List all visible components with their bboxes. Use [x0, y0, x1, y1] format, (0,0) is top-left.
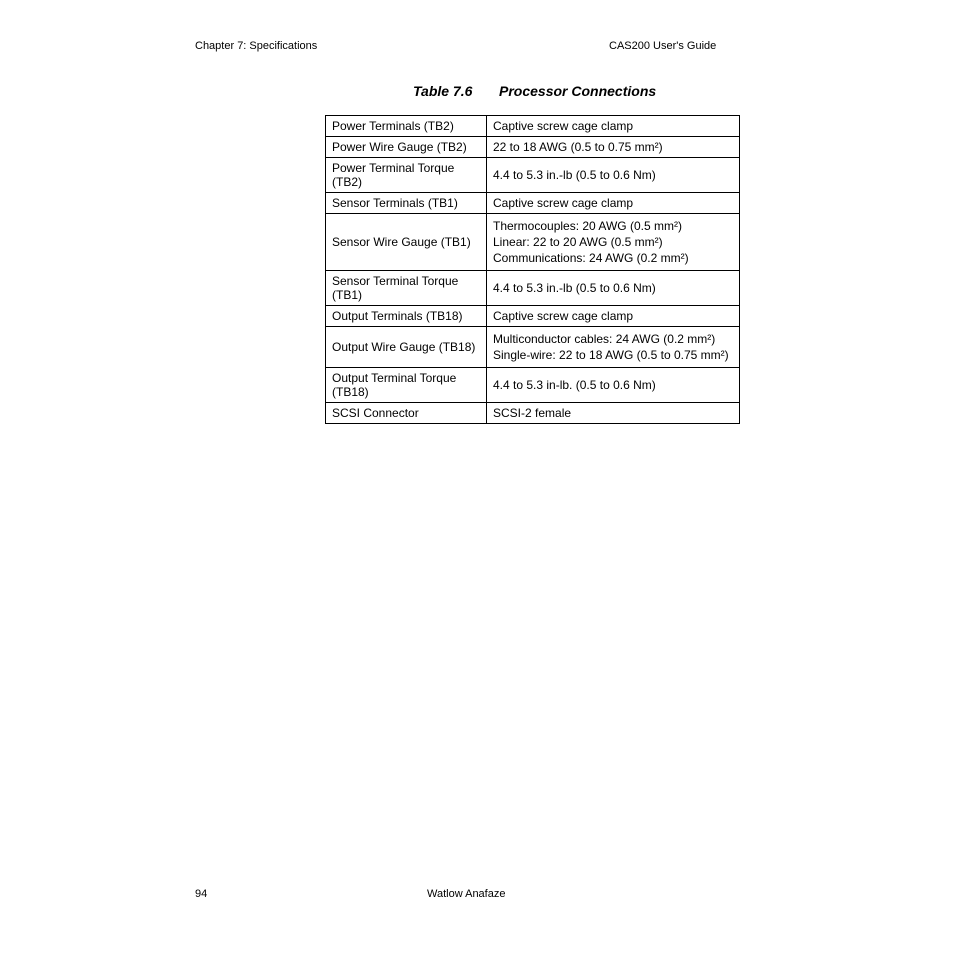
- row-label: Sensor Wire Gauge (TB1): [326, 214, 487, 271]
- row-value: [487, 327, 740, 368]
- table-body: [326, 116, 740, 424]
- footer-company: Watlow Anafaze: [427, 888, 506, 900]
- row-value-line: 22 to 18 AWG (0.5 to 0.75 mm²): [493, 140, 663, 154]
- row-value-line: 4.4 to 5.3 in-lb. (0.5 to 0.6 Nm): [493, 378, 656, 392]
- table-row: [326, 403, 740, 424]
- row-value: [487, 214, 740, 271]
- row-label: Power Terminal Torque (TB2): [326, 158, 487, 193]
- processor-connections-table: [325, 115, 740, 424]
- row-label: Sensor Terminal Torque (TB1): [326, 271, 487, 306]
- row-value-line: Multiconductor cables: 24 AWG (0.2 mm²): [493, 332, 716, 346]
- row-value-line: Captive screw cage clamp: [493, 196, 634, 210]
- row-value-line: Captive screw cage clamp: [493, 119, 634, 133]
- row-value-line: 4.4 to 5.3 in.-lb (0.5 to 0.6 Nm): [493, 168, 656, 182]
- row-value: [487, 403, 740, 424]
- table-row: [326, 271, 740, 306]
- row-value: [487, 368, 740, 403]
- table-caption: [413, 83, 656, 99]
- table-row: [326, 193, 740, 214]
- row-label: SCSI Connector: [326, 403, 487, 424]
- row-label: Output Terminal Torque (TB18): [326, 368, 487, 403]
- row-label: Power Terminals (TB2): [326, 116, 487, 137]
- table-title: Processor Connections: [499, 83, 657, 99]
- row-value-line: Communications: 24 AWG (0.2 mm²): [493, 251, 689, 265]
- row-label: Output Terminals (TB18): [326, 306, 487, 327]
- row-value-line: Single-wire: 22 to 18 AWG (0.5 to 0.75 mm²): [493, 348, 729, 362]
- running-header-chapter: Chapter 7: Specifications: [195, 40, 318, 52]
- table-row: [326, 158, 740, 193]
- table-row: [326, 327, 740, 368]
- row-label: Output Wire Gauge (TB18): [326, 327, 487, 368]
- table-row: [326, 368, 740, 403]
- row-value: [487, 193, 740, 214]
- row-label: Power Wire Gauge (TB2): [326, 137, 487, 158]
- table-number: Table 7.6: [413, 83, 473, 99]
- row-value: [487, 158, 740, 193]
- table-row: [326, 116, 740, 137]
- row-value-line: Thermocouples: 20 AWG (0.5 mm²): [493, 219, 682, 233]
- row-value: [487, 116, 740, 137]
- row-value: [487, 137, 740, 158]
- row-value: [487, 306, 740, 327]
- row-label: Sensor Terminals (TB1): [326, 193, 487, 214]
- row-value-line: SCSI-2 female: [493, 406, 572, 420]
- row-value: [487, 271, 740, 306]
- running-header-guide: CAS200 User's Guide: [609, 40, 717, 52]
- page-number: 94: [195, 888, 208, 900]
- table-row: [326, 137, 740, 158]
- row-value-line: 4.4 to 5.3 in.-lb (0.5 to 0.6 Nm): [493, 281, 656, 295]
- row-value-line: Linear: 22 to 20 AWG (0.5 mm²): [493, 235, 663, 249]
- table-row: [326, 214, 740, 271]
- row-value-line: Captive screw cage clamp: [493, 309, 634, 323]
- table-row: [326, 306, 740, 327]
